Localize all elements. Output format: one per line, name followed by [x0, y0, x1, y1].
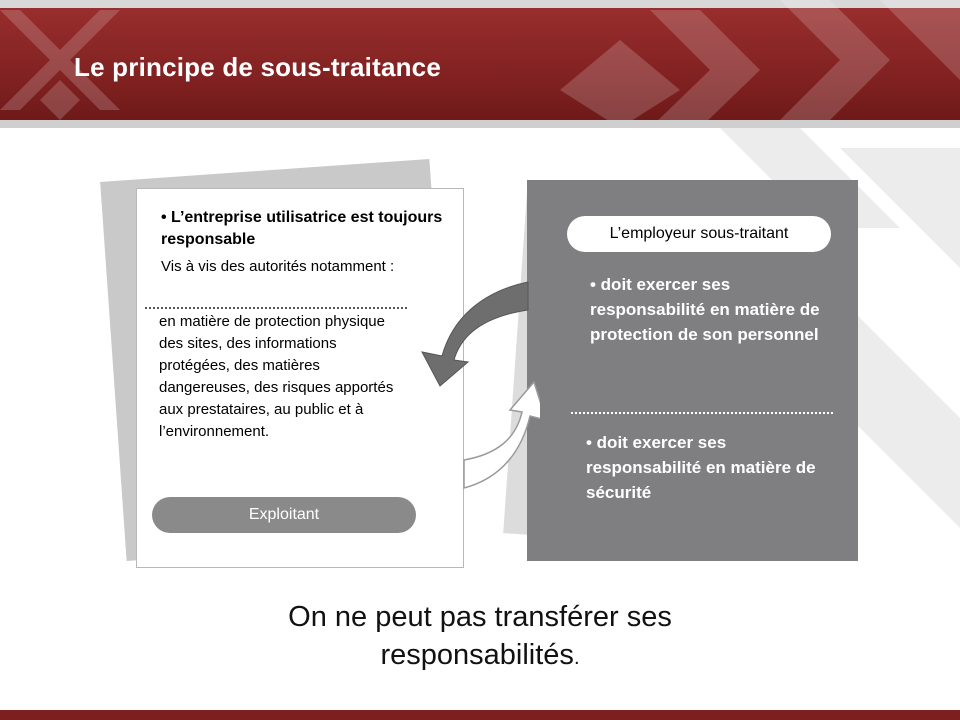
header-banner	[0, 0, 960, 128]
conclusion-line1: On ne peut pas transférer ses	[288, 601, 672, 633]
exploitant-body-text: en matière de protection physique des sites, des informations protégées, des matières dangereuses, des risques apportés aux prestataires, au public et à l’environnement.	[159, 313, 394, 440]
sous-traitant-panel	[527, 180, 858, 561]
footer-bar	[0, 710, 960, 720]
dotted-divider	[571, 412, 833, 414]
conclusion-period: .	[573, 647, 580, 669]
exploitant-bullet-title: • L’entreprise utilisatrice est toujours responsable	[161, 209, 443, 248]
conclusion-line2: responsabilités	[380, 639, 574, 671]
employeur-label: L’employeur sous-traitant	[567, 216, 831, 252]
page-title: Le principe de sous-traitance	[74, 52, 442, 82]
conclusion-text	[170, 598, 790, 677]
conclusion-line2-wrap	[170, 636, 790, 677]
exploitant-bullet-subtitle: Vis à vis des autorités notamment :	[161, 258, 395, 275]
cycle-arrow-down-icon	[422, 282, 528, 386]
cycle-arrow-up-icon	[464, 382, 540, 488]
exploitant-label: Exploitant	[152, 497, 416, 533]
header-bottom-strip	[0, 120, 960, 128]
cycle-arrows	[410, 270, 540, 500]
sous-traitant-text-personnel: • doit exercer ses responsabilité en matière de protection de son personnel	[590, 275, 820, 344]
sous-traitant-text-securite: • doit exercer ses responsabilité en matière de sécurité	[586, 433, 816, 502]
dotted-divider	[145, 307, 407, 309]
